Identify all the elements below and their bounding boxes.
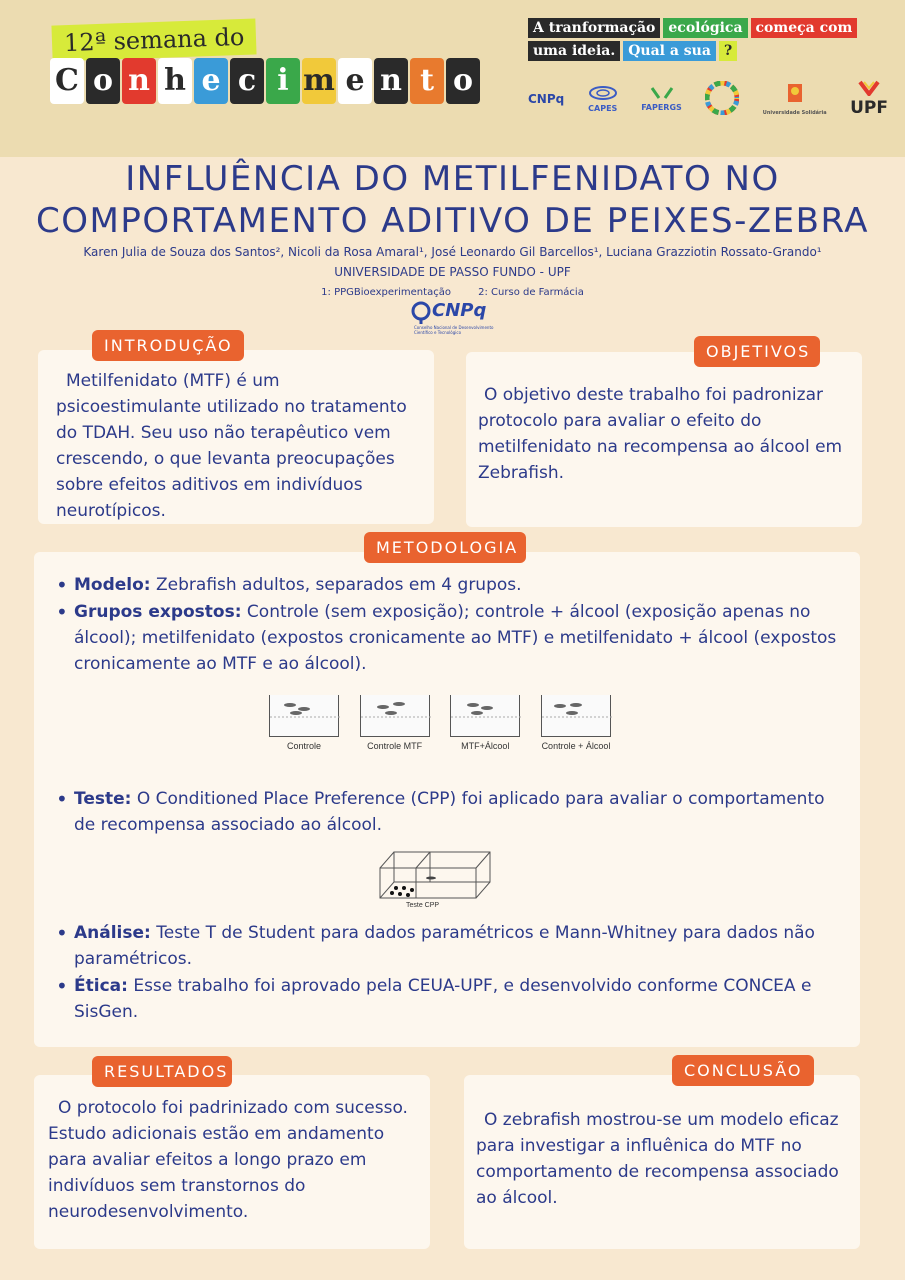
- authors: Karen Julia de Souza dos Santos², Nicoli da Rosa Amaral¹, José Leonardo Gil Barcellos¹, Luciana Grazziotin Rossato-Grando¹: [83, 245, 822, 259]
- logo-letter: e: [194, 58, 228, 104]
- cnpq-wordmark: CNPq: [432, 300, 487, 321]
- logo-letter: e: [338, 58, 372, 104]
- list-item: • Análise: Teste T de Student para dados paramétricos e Mann-Whitney para dados não paramétricos.: [54, 920, 854, 972]
- solidaria-icon: [785, 82, 805, 104]
- upf-icon: [858, 80, 880, 96]
- tank-controle-mtf: [356, 695, 434, 757]
- objetivos-text: O objetivo deste trabalho foi padronizar protocolo para avaliar o efeito do metilfenidato na recompensa ao álcool em Zebrafish.: [478, 385, 843, 483]
- event-slogan: [528, 18, 883, 64]
- slogan-word: começa com: [751, 18, 858, 38]
- cnpq-logo: CNPq: [528, 92, 565, 106]
- list-item: • Ética: Esse trabalho foi aprovado pela CEUA-UPF, e desenvolvido conforme CONCEA e SisGen.: [54, 973, 854, 1025]
- capes-logo: CAPES: [588, 85, 618, 114]
- logo-letter: C: [50, 58, 84, 104]
- affiliation-2: 2: Curso de Farmácia: [478, 287, 584, 298]
- resultados-label: RESULTADOS: [92, 1056, 232, 1087]
- poster-title: [0, 158, 905, 242]
- introducao-text: Metilfenidato (MTF) é um psicoestimulante utilizado no tratamento do TDAH. Seu uso não terapêutico vem crescendo, o que levanta preocupações sobre efeitos aditivos em indivíduos neurotípicos.: [56, 371, 407, 521]
- logo-letter: t: [410, 58, 444, 104]
- fish-icon: [270, 695, 340, 737]
- slogan-word: Qual a sua: [623, 41, 716, 61]
- logo-letter: o: [86, 58, 120, 104]
- metodologia-card: [34, 552, 860, 1047]
- tank-illustration: [269, 695, 339, 737]
- experimental-groups-figure: [265, 695, 615, 757]
- logo-letter: n: [374, 58, 408, 104]
- tank-caption: Controle MTF: [367, 741, 423, 751]
- title-line-2: COMPORTAMENTO ADITIVO DE PEIXES-ZEBRA: [36, 201, 869, 241]
- sponsor-logos: [528, 80, 888, 118]
- upf-logo: UPF: [850, 80, 888, 118]
- list-item: • Grupos expostos: Controle (sem exposição); controle + álcool (exposição apenas no álcool); metilfenidato (expostos cronicamente ao MTF) e metilfenidato + álcool (expostos cronicamente ao MTF e ao álcool).: [54, 599, 844, 677]
- tank-caption: Controle: [286, 741, 322, 751]
- logo-letter: c: [230, 58, 264, 104]
- list-item: • Modelo: Zebrafish adultos, separados em 4 grupos.: [54, 572, 844, 598]
- introducao-card: [38, 350, 434, 524]
- fapergs-logo: FAPERGS: [641, 86, 682, 113]
- tank-controle-alcool: [537, 695, 615, 757]
- universidade-solidaria-logo: Universidade Solidária: [763, 82, 827, 117]
- introducao-label: INTRODUÇÃO: [92, 330, 244, 361]
- affiliation-1: 1: PPGBioexperimentação: [321, 287, 451, 298]
- objetivos-card: [466, 352, 862, 527]
- cpp-caption: Teste CPP: [406, 902, 440, 909]
- tank-illustration: [450, 695, 520, 737]
- slogan-word: ?: [719, 41, 737, 61]
- logo-letter: m: [302, 58, 336, 104]
- university: UNIVERSIDADE DE PASSO FUNDO - UPF: [334, 265, 571, 279]
- tank-controle: [265, 695, 343, 757]
- logo-letter: o: [446, 58, 480, 104]
- conclusao-label: CONCLUSÃO: [672, 1055, 814, 1086]
- metodologia-list-mid: [54, 786, 844, 839]
- objetivos-label: OBJETIVOS: [694, 336, 820, 367]
- fish-icon: [361, 695, 431, 737]
- tank-mtf-alcool: [446, 695, 524, 757]
- tank-caption: Controle + Álcool: [541, 741, 611, 751]
- tank-caption: MTF+Álcool: [461, 741, 510, 751]
- metodologia-label: METODOLOGIA: [364, 532, 526, 563]
- resultados-card: [34, 1075, 430, 1249]
- capes-icon: [588, 85, 618, 101]
- metodologia-list-bottom: [54, 920, 854, 1026]
- event-header: [0, 0, 905, 157]
- ods-wheel-logo: [705, 81, 739, 118]
- list-item: • Teste: O Conditioned Place Preference (CPP) foi aplicado para avaliar o comportamento de recompensa associado ao álcool.: [54, 786, 844, 838]
- tank-illustration: [541, 695, 611, 737]
- slogan-word: A tranformação: [528, 18, 660, 38]
- affiliations: [0, 287, 905, 298]
- conclusao-text: O zebrafish mostrou-se um modelo eficaz para investigar a influênica do MTF no comportamento de recompensa associado ao álcool.: [476, 1110, 839, 1208]
- conclusao-card: [464, 1075, 860, 1249]
- event-edition-tag: 12ª semana do: [51, 18, 257, 61]
- cpp-figure: [376, 848, 496, 912]
- event-name-logo: [50, 58, 480, 104]
- resultados-text: O protocolo foi padrinizado com sucesso. Estudo adicionais estão em andamento para avaliar efeitos a longo prazo em indivíduos sem transtornos do neurodesenvolvimento.: [48, 1098, 408, 1222]
- logo-letter: n: [122, 58, 156, 104]
- fapergs-icon: [649, 86, 675, 100]
- sdg-wheel-icon: [705, 81, 739, 115]
- cnpq-icon: [410, 300, 432, 324]
- tank-illustration: [360, 695, 430, 737]
- slogan-word: ecológica: [663, 18, 747, 38]
- fish-icon: [542, 695, 612, 737]
- logo-letter: h: [158, 58, 192, 104]
- slogan-word: uma ideia.: [528, 41, 620, 61]
- logo-letter: i: [266, 58, 300, 104]
- cnpq-subtitle: Conselho Nacional de Desenvolvimento Científico e Tecnológico: [414, 325, 494, 335]
- cpp-box-illustration: [376, 848, 496, 906]
- metodologia-list-top: [54, 572, 844, 678]
- title-line-1: INFLUÊNCIA DO METILFENIDATO NO: [125, 159, 780, 199]
- cnpq-center-logo: [410, 300, 500, 336]
- fish-icon: [451, 695, 521, 737]
